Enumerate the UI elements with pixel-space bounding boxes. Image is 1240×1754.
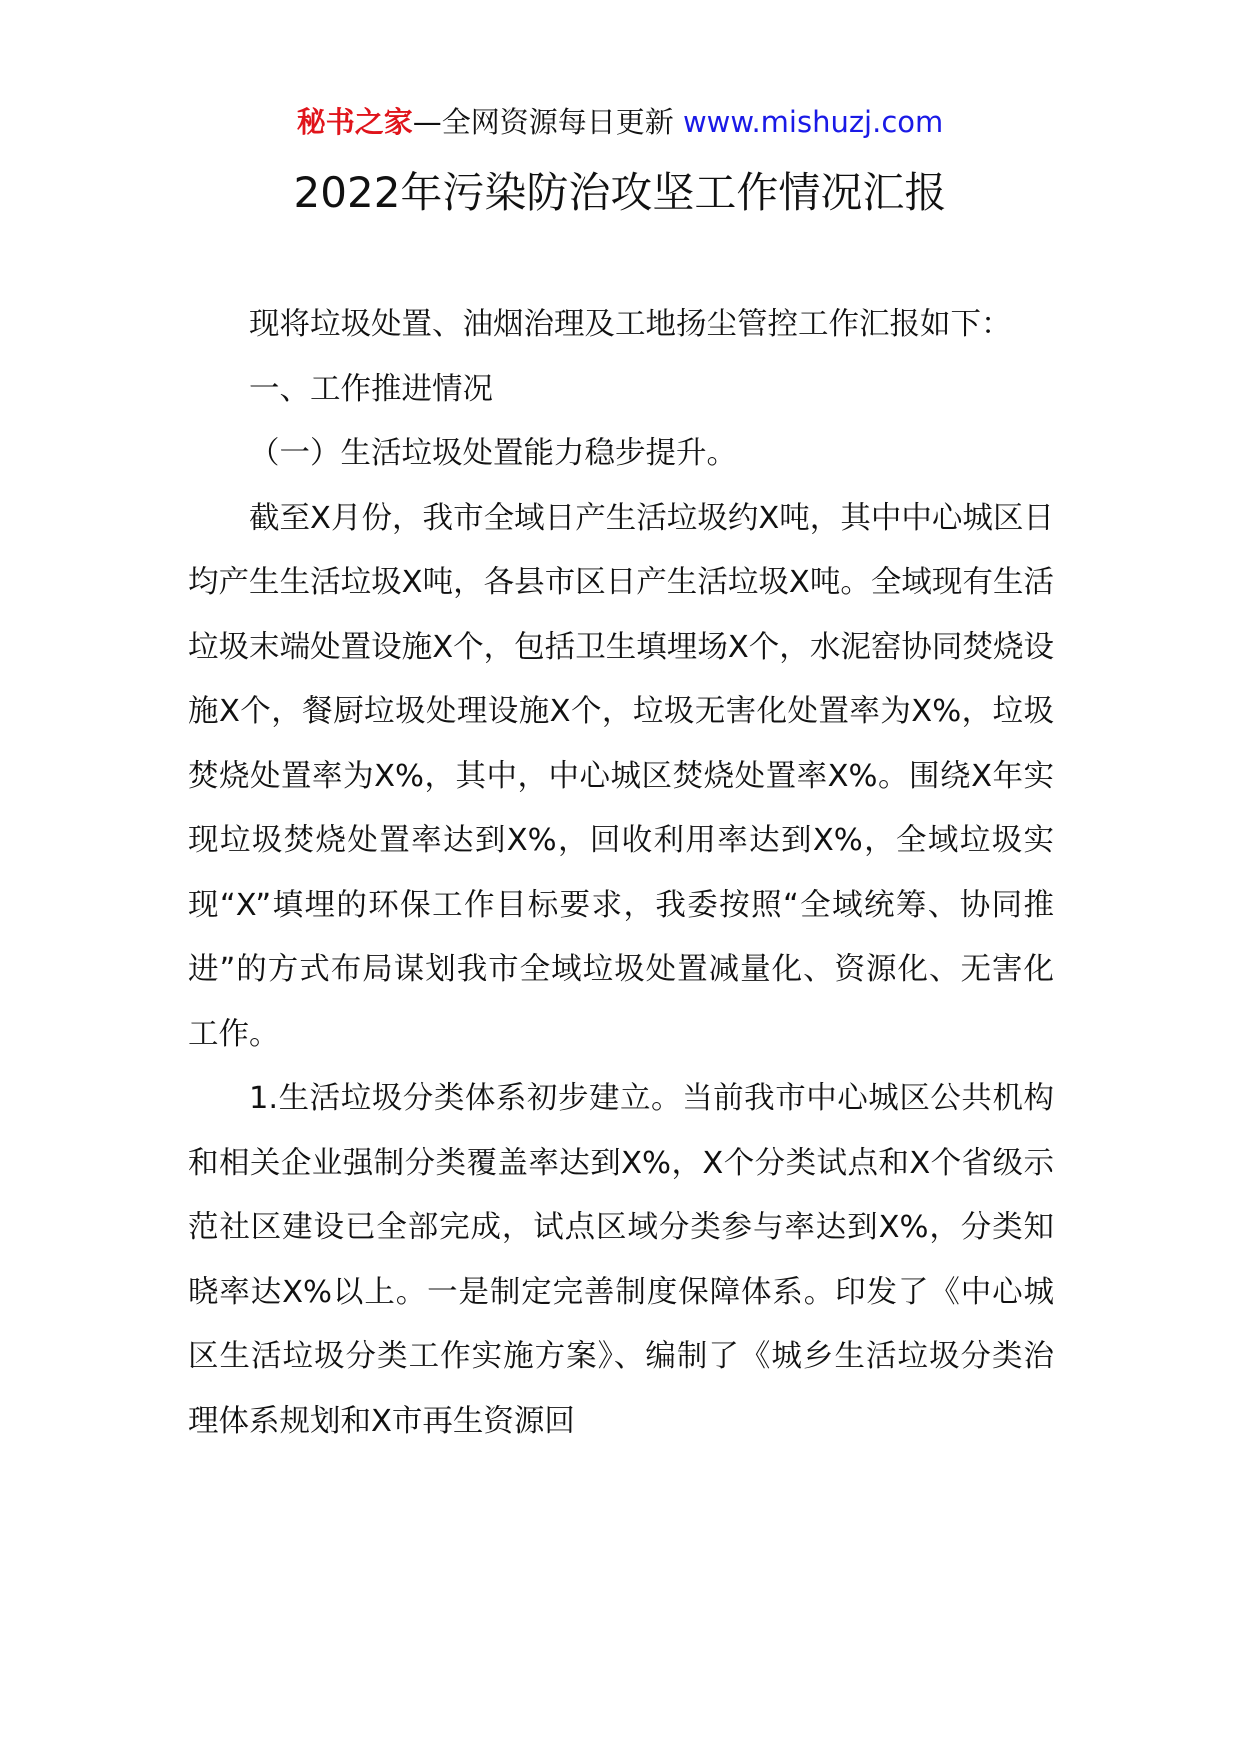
- brand-url-link[interactable]: www.mishuzj.com: [682, 105, 944, 139]
- document-body: [188, 293, 1054, 1454]
- document-title: 2022年污染防治攻坚工作情况汇报: [293, 168, 947, 217]
- section-heading: 一、工作推进情况: [249, 371, 493, 407]
- brand-name: 秘书之家: [296, 105, 413, 139]
- intro-paragraph: 现将垃圾处置、油烟治理及工地扬尘管控工作汇报如下：: [249, 307, 1012, 342]
- watermark-header: [0, 100, 1240, 144]
- brand-tagline: —全网资源每日更新: [412, 105, 683, 139]
- body-paragraph: 截至X月份，我市全域日产生活垃圾约X吨，其中中心城区日均产生生活垃圾X吨，各县市区日产生活垃圾X吨。全域现有生活垃圾末端处置设施X个，包括卫生填埋场X个，水泥窑协同焚烧设施X个，餐厨垃圾处理设施X个，垃圾无害化处置率为X%，垃圾焚烧处置率为X%，其中，中心城区焚烧处置率X%。围绕X年实现垃圾焚烧处置率达到X%，回收利用率达到X%，全域垃圾实现“X”填埋的环保工作目标要求，我委按照“全域统筹、协同推进”的方式布局谋划我市全域垃圾处置减量化、资源化、无害化工作。: [188, 500, 1054, 1052]
- body-paragraph: 1.生活垃圾分类体系初步建立。当前我市中心城区公共机构和相关企业强制分类覆盖率达到X%，X个分类试点和X个省级示范社区建设已全部完成，试点区域分类参与率达到X%，分类知晓率达X%以上。一是制定完善制度保障体系。印发了《中心城区生活垃圾分类工作实施方案》、编制了《城乡生活垃圾分类治理体系规划和X市再生资源回: [188, 1081, 1054, 1439]
- subsection-heading: （一）生活垃圾处置能力稳步提升。: [249, 436, 737, 471]
